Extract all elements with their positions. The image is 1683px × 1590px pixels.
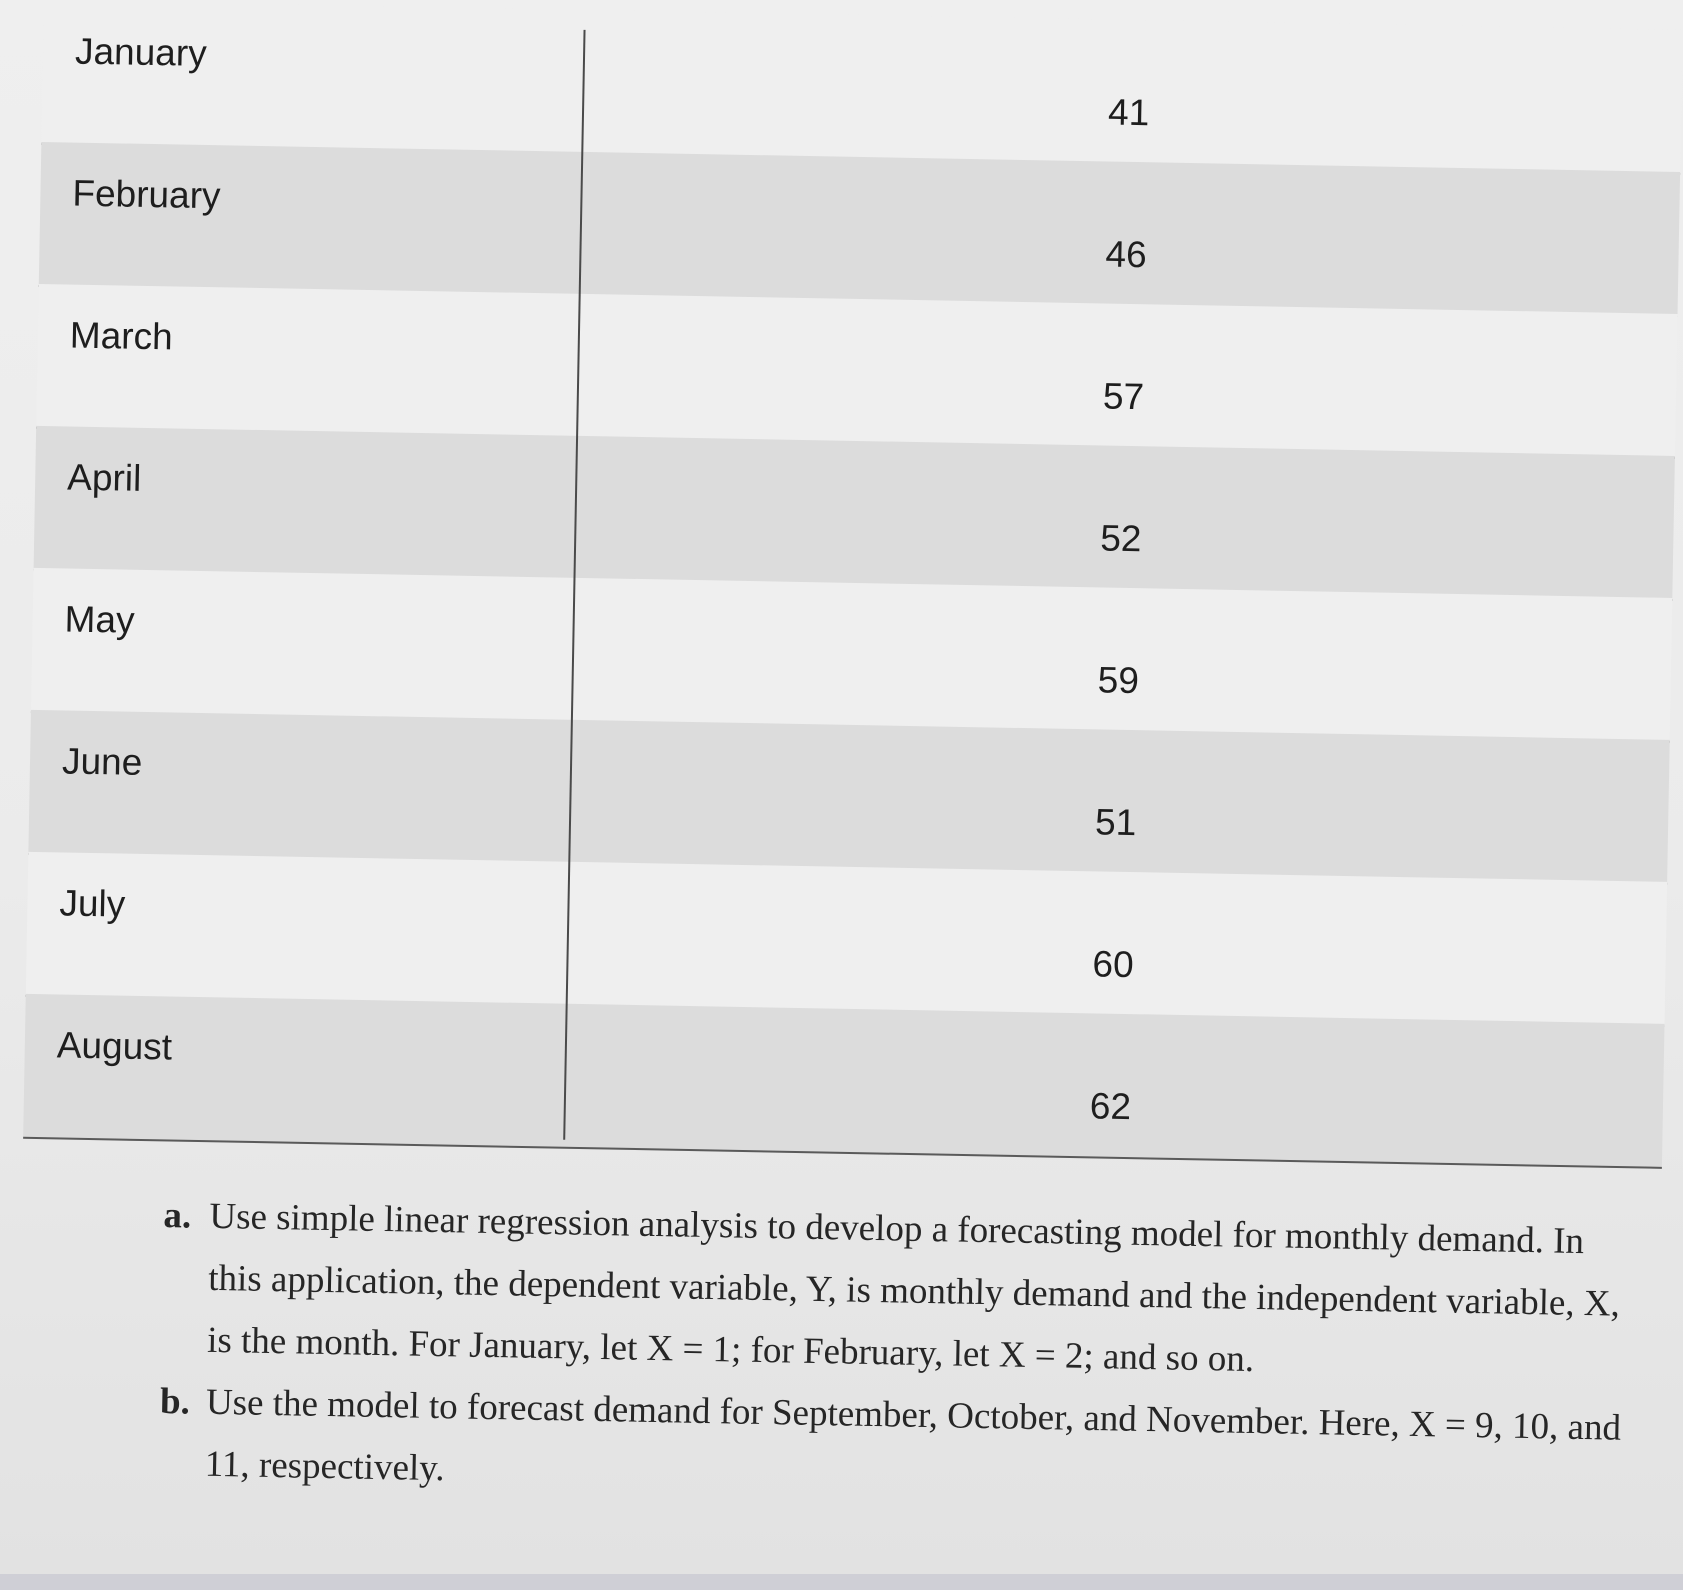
month-cell: August — [56, 1024, 173, 1068]
demand-table — [23, 0, 1683, 1170]
question-text: Use the model to forecast demand for September, October, and November. Here, X = 9, 10, and 11, respectively. — [204, 1381, 1622, 1490]
month-cell: May — [64, 598, 135, 641]
month-cell: April — [66, 456, 142, 499]
question-b — [158, 1371, 1630, 1522]
question-label: a. — [163, 1194, 192, 1237]
demand-cell: 41 — [1107, 91, 1150, 134]
question-a — [161, 1185, 1634, 1398]
month-cell: July — [59, 882, 126, 925]
month-cell: January — [74, 30, 208, 74]
demand-cell: 52 — [1099, 517, 1142, 560]
demand-cell: 62 — [1089, 1085, 1132, 1128]
month-cell: February — [72, 172, 221, 217]
screen-bottom-edge — [0, 1574, 1683, 1590]
question-text: Use simple linear regression analysis to develop a forecasting model for monthly demand. In this application, the dependent variable, Y, is monthly demand and the independent variable, X, is the month. For January, let X = 1; for February, let X = 2; and so on. — [206, 1195, 1621, 1381]
table-row — [23, 994, 1664, 1169]
demand-cell: 59 — [1097, 659, 1140, 702]
demand-cell: 57 — [1102, 375, 1145, 418]
question-label: b. — [159, 1380, 191, 1423]
demand-cell: 46 — [1105, 233, 1148, 276]
demand-cell: 60 — [1092, 943, 1135, 986]
demand-cell: 51 — [1094, 801, 1137, 844]
exercise-questions — [158, 1185, 1633, 1522]
month-cell: March — [69, 314, 174, 358]
month-cell: June — [61, 740, 143, 783]
